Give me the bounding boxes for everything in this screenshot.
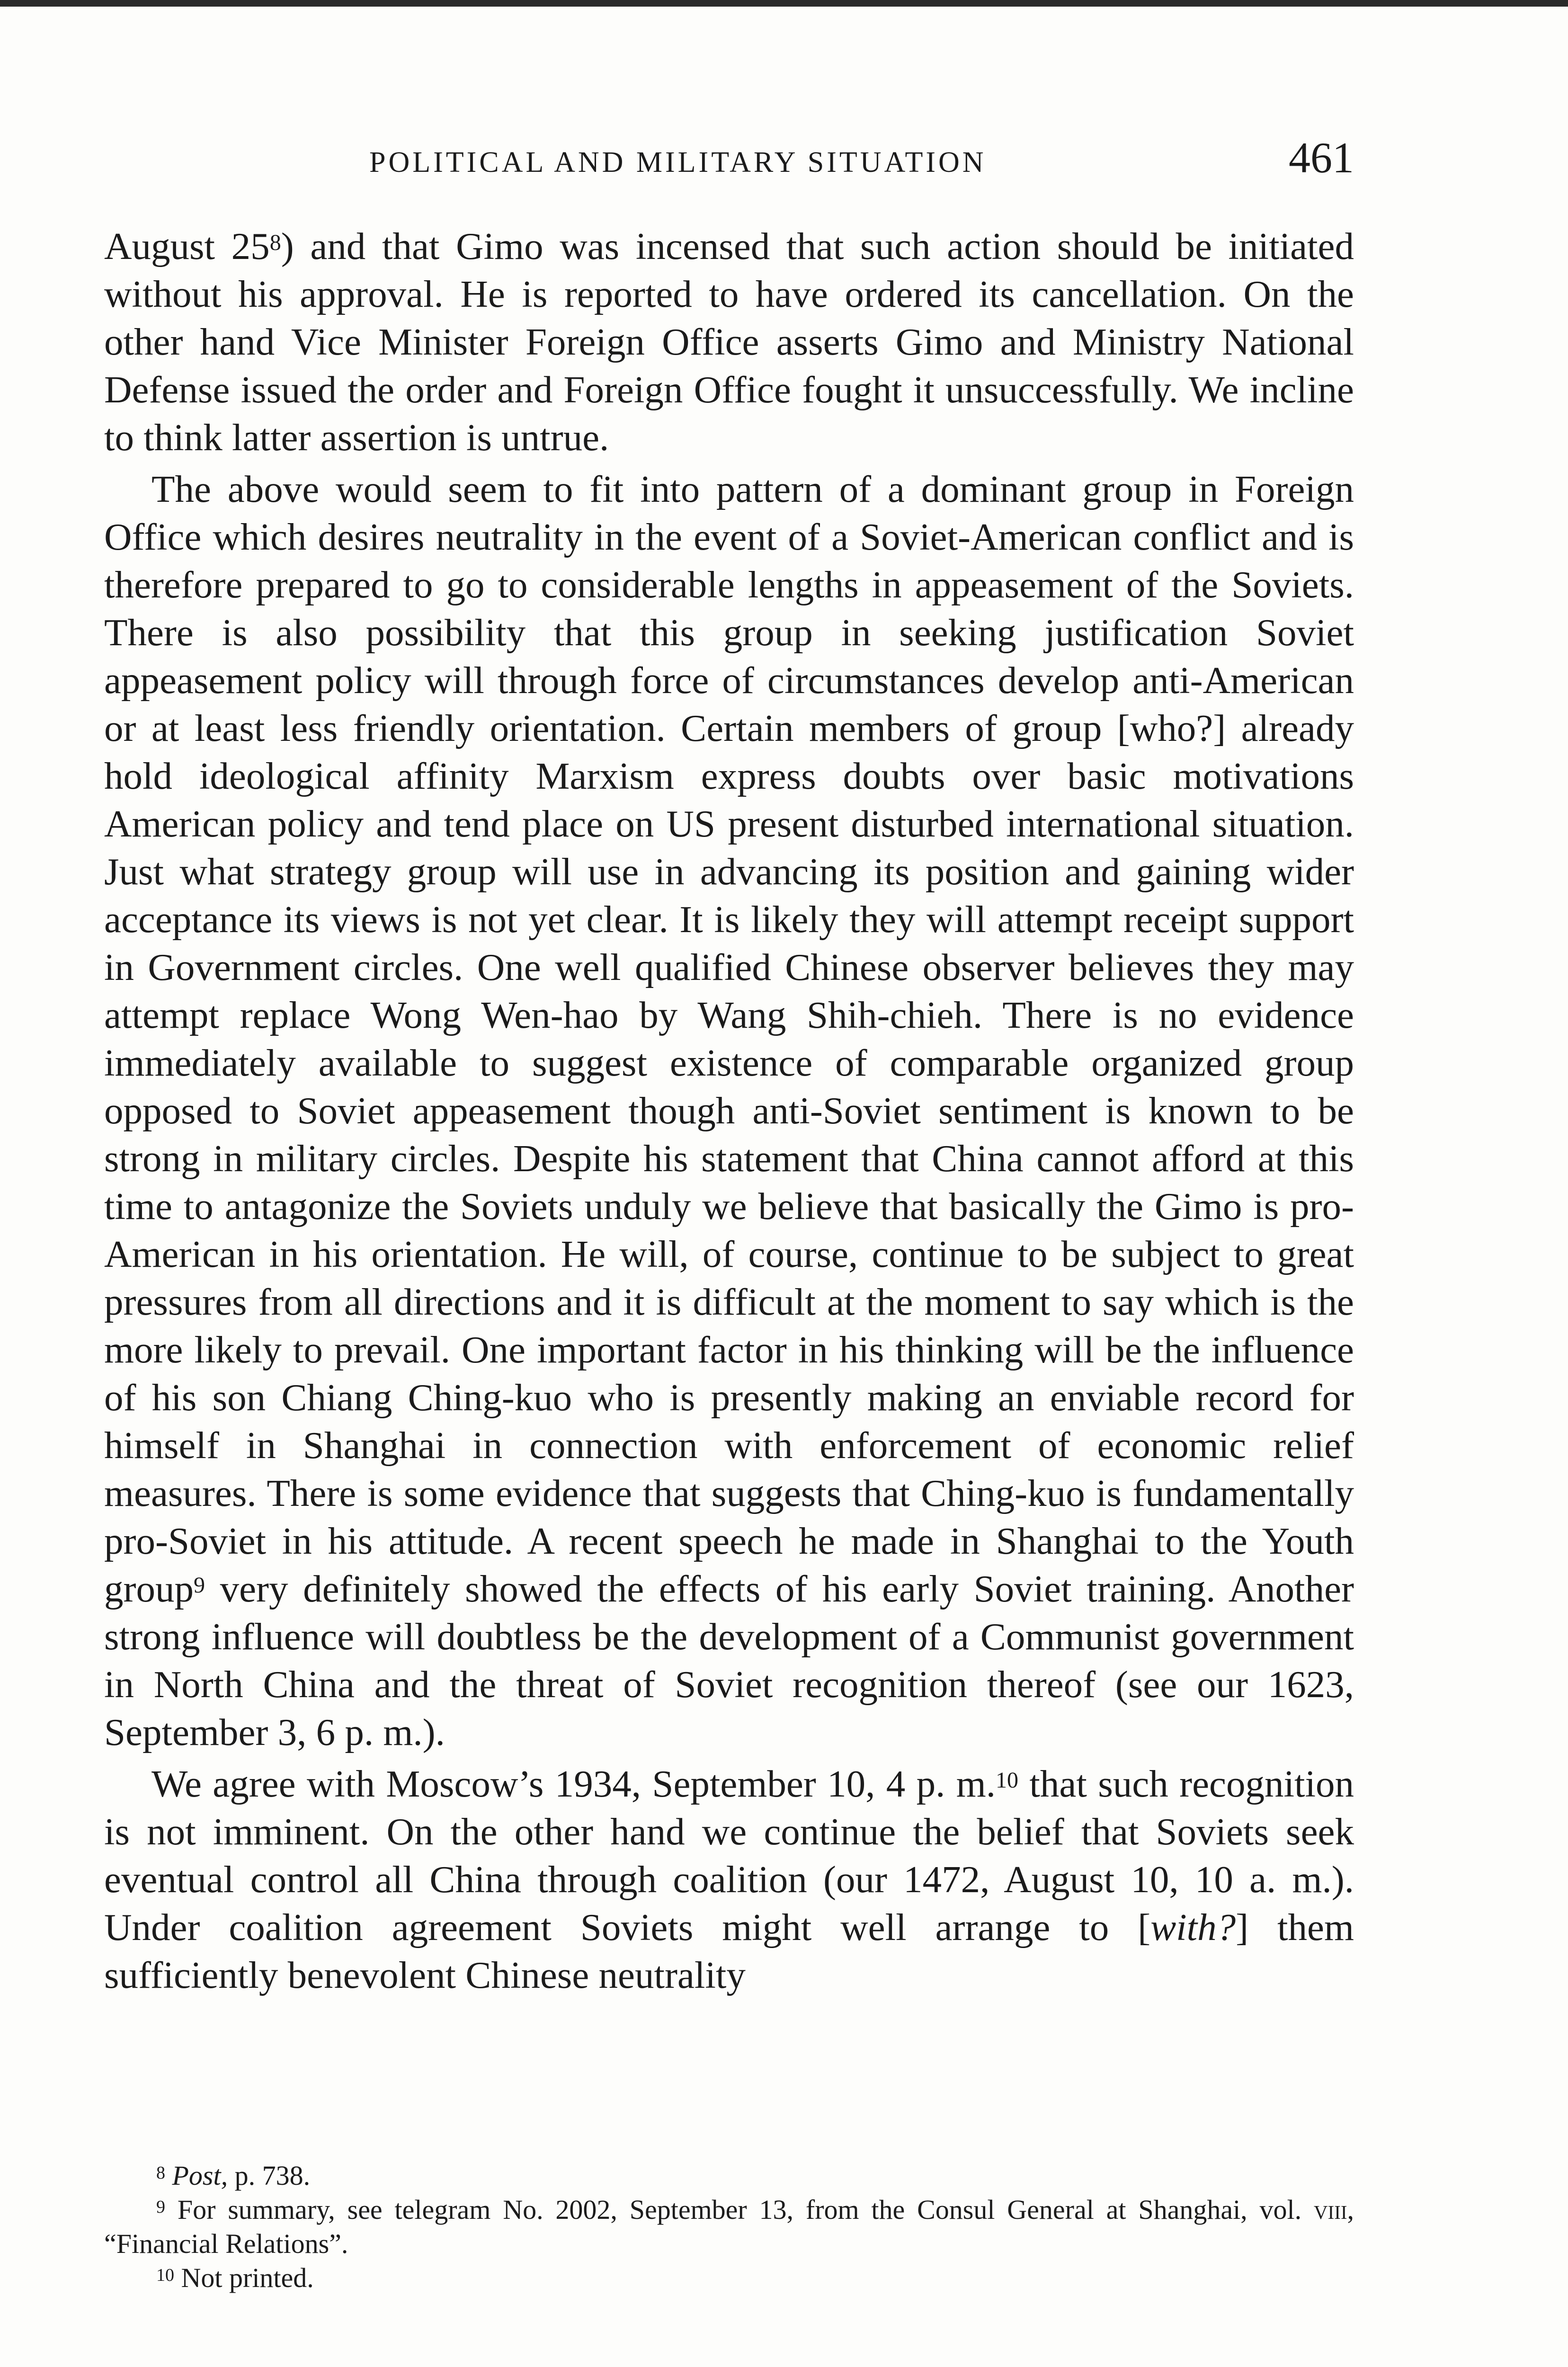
footnotes <box>104 2159 1354 2295</box>
footnote-8-text: p. 738. <box>228 2160 311 2191</box>
footnote-8-mark: 8 <box>156 2163 165 2183</box>
footnote-8-italic: Post, <box>172 2160 228 2191</box>
footnote-ref-8[interactable]: 8 <box>269 230 281 255</box>
footnote-10-text: Not printed. <box>181 2262 314 2293</box>
page-number: 461 <box>1289 133 1354 182</box>
footnote-9-volume: viii <box>1313 2194 1347 2225</box>
paragraph-3-italic: with? <box>1150 1906 1236 1949</box>
footnote-ref-10[interactable]: 10 <box>996 1768 1019 1793</box>
footnote-10 <box>104 2261 1354 2295</box>
footnote-9 <box>104 2193 1354 2261</box>
footnote-9-text-a: For summary, see telegram No. 2002, September 13, from the Consul General at Shanghai, vol. <box>177 2194 1314 2225</box>
paragraph-2-text-b: very definitely showed the effects of his early Soviet training. Another strong influence will doubtless be the development of a Communist government in North China and the threat of Soviet recognition thereof (see our 1623, September 3, 6 p. m.). <box>104 1567 1354 1753</box>
paragraph-1 <box>104 222 1354 462</box>
page-header <box>104 128 1354 194</box>
paragraph-3-text-a: We agree with Moscow’s 1934, September 10, 4 p. m. <box>151 1762 996 1805</box>
footnote-9-text-b: , “Financial Relations”. <box>104 2194 1354 2259</box>
paragraph-2-text-a: The above would seem to fit into pattern of a dominant group in Foreign Office which desires neutrality in the event of a Soviet-American conflict and is therefore prepared to go to considerable lengths in appeasement of the Soviets. There is also possibility that this group in seeking justification Soviet appeasement policy will through force of circumstances develop anti-American or at least less friendly orientation. Certain members of group [who?] already hold ideological affinity Marxism express doubts over basic motivations American policy and tend place on US present disturbed international situation. Just what strategy group will use in advancing its position and gaining wider acceptance its views is not yet clear. It is likely they will attempt receipt support in Government circles. One well qualified Chinese observer believes they may attempt replace Wong Wen-hao by Wang Shih-chieh. There is no evidence immediately available to suggest existence of comparable organized group opposed to Soviet appeasement though anti-Soviet sentiment is known to be strong in military circles. Despite his statement that China cannot afford at this time to antagonize the Soviets unduly we believe that basically the Gimo is pro-American in his orientation. He will, of course, continue to be subject to great pressures from all directions and it is difficult at the moment to say which is the more likely to prevail. One important factor in his thinking will be the influence of his son Chiang Ching-kuo who is presently making an enviable record for himself in Shanghai in connection with enforcement of economic relief measures. There is some evidence that suggests that Ching-kuo is fundamentally pro-Soviet in his attitude. A recent speech he made in Shanghai to the Youth group <box>104 468 1354 1610</box>
footnote-10-mark: 10 <box>156 2265 174 2285</box>
paragraph-3-text-c: ] them sufficiently benevolent Chinese neutrality <box>104 1906 1354 1996</box>
footnote-ref-9[interactable]: 9 <box>193 1573 205 1598</box>
top-border-rule <box>0 0 1568 7</box>
paragraph-3 <box>104 1760 1354 1999</box>
running-head: POLITICAL AND MILITARY SITUATION <box>369 146 987 178</box>
paragraph-1-text-b: ) and that Gimo was incensed that such action should be initiated without his approval. He is reported to have ordered its cancellation. On the other hand Vice Minister Foreign Office asserts Gimo and Ministry National Defense issued the order and Foreign Office fought it unsuccessfully. We incline to think latter assertion is untrue. <box>104 225 1354 459</box>
footnote-8 <box>104 2159 1354 2193</box>
body-text <box>104 222 1354 1999</box>
paragraph-1-text-a: August 25 <box>104 225 270 267</box>
paragraph-3-text-b: that such recognition is not imminent. On the other hand we continue the belief that Soviets seek eventual control all China through coalition (our 1472, August 10, 10 a. m.). Under coalition agreement Soviets might well arrange to [ <box>104 1762 1354 1949</box>
footnote-9-mark: 9 <box>156 2197 165 2217</box>
paragraph-2 <box>104 465 1354 1756</box>
